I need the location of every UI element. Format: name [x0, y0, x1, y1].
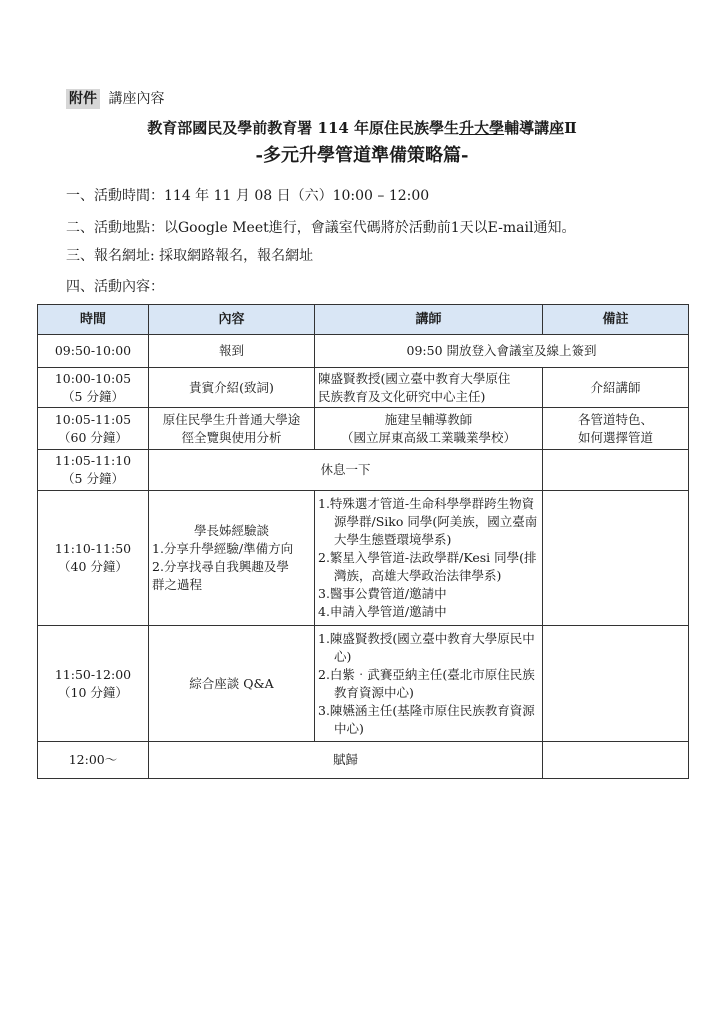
duration: （10 分鐘） [58, 684, 128, 700]
time-range: 11:05-11:10 [54, 453, 132, 468]
row-lecturer [315, 626, 543, 742]
time-range: 11:50-12:00 [54, 666, 132, 682]
title-underlined: 升大學 [459, 119, 505, 137]
row-note [543, 408, 689, 450]
header-lecturer: 講師 [315, 305, 543, 335]
header-time: 時間 [38, 305, 149, 335]
attachment-tag: 附件 [66, 89, 100, 109]
content-line: 群之過程 [152, 577, 203, 592]
lecturer-list [318, 495, 539, 621]
time-range: 10:05-11:05 [54, 411, 132, 427]
row-lecturer [315, 368, 543, 408]
content-line: 1.分享升學經驗/準備方向 [152, 541, 294, 556]
document-title [0, 117, 724, 139]
lecturer-list [318, 630, 539, 738]
row-content: 貴賓介紹(致詞) [149, 368, 315, 408]
info-register: 三、報名網址: 採取網路報名，報名網址 [66, 248, 314, 264]
table-row [38, 335, 689, 368]
table-row [38, 408, 689, 450]
header-content: 內容 [149, 305, 315, 335]
row-time [38, 491, 149, 626]
time-range: 11:10-11:50 [54, 541, 132, 556]
row-time: 09:50-10:00 [38, 335, 149, 368]
row-merged: 休息一下 [149, 450, 543, 491]
info-time: 一、活動時間：114 年 11 月 08 日（六）10:00 – 12:00 [66, 188, 430, 204]
time-range: 10:00-10:05 [54, 370, 132, 386]
row-note [543, 742, 689, 779]
row-note [543, 450, 689, 491]
row-time [38, 368, 149, 408]
row-time [38, 450, 149, 491]
table-row [38, 368, 689, 408]
content-line: 原住民學生升普通大學途 [162, 411, 301, 427]
info-place: 二、活動地點：以Google Meet進行，會議室代碼將於活動前1天以E-mail通知。 [66, 220, 576, 236]
row-note: 介紹講師 [543, 368, 689, 408]
title-part1: 教育部國民及學前教育署 114 年原住民族學生 [147, 119, 460, 137]
list-item: 1.陳盛賢教授(國立臺中教育大學原民中心) [318, 630, 535, 664]
table-row [38, 450, 689, 491]
title-part2: 輔導講座Ⅱ [504, 119, 577, 137]
list-item: 3.醫事公費管道/邀請中 [318, 586, 447, 601]
note-line: 如何選擇管道 [577, 429, 653, 445]
info-content: 四、活動內容： [66, 279, 164, 295]
table-row [38, 626, 689, 742]
content-line: 2.分享找尋自我興趣及學 [152, 559, 289, 574]
table-row [38, 742, 689, 779]
lecturer-line: 民族教育及文化研究中心主任) [318, 388, 486, 404]
row-content: 報到 [149, 335, 315, 368]
row-lecturer [315, 491, 543, 626]
row-lecturer [315, 408, 543, 450]
list-item: 2.繁星入學管道-法政學群/Kesi 同學(排灣族，高雄大學政治法律學系) [318, 550, 537, 583]
row-content [149, 491, 315, 626]
lecturer-line: 陳盛賢教授(國立臺中教育大學原住 [318, 370, 511, 386]
row-time [38, 626, 149, 742]
attachment-line [66, 89, 164, 109]
list-item: 3.陳嬿涵主任(基隆市原住民族教育資源中心) [318, 702, 535, 736]
document-subtitle: -多元升學管道準備策略篇- [255, 145, 469, 166]
row-time: 12:00～ [38, 742, 149, 779]
duration: （60 分鐘） [58, 429, 128, 445]
table-header-row [38, 305, 689, 335]
list-item: 2.白紫‧武賽亞納主任(臺北市原住民族教育資源中心) [318, 666, 535, 700]
note-line: 各管道特色、 [577, 411, 653, 427]
lecturer-line: 施建呈輔導教師 [384, 411, 473, 427]
table-row [38, 491, 689, 626]
list-item: 4.申請入學管道/邀請中 [318, 604, 447, 619]
row-time [38, 408, 149, 450]
list-item: 1.特殊選才管道-生命科學學群跨生物資源學群/Siko 同學(阿美族，國立臺南大學生態暨環境學系) [318, 496, 538, 547]
content-title: 學長姊經驗談 [193, 523, 269, 538]
attachment-text: 講座內容 [108, 91, 165, 107]
row-content: 綜合座談 Q&A [149, 626, 315, 742]
lecturer-line: （國立屏東高級工業職業學校） [340, 429, 516, 445]
row-merged: 09:50 開放登入會議室及線上簽到 [315, 335, 689, 368]
duration: （5 分鐘） [62, 388, 124, 404]
content-line: 徑全覽與使用分析 [181, 429, 282, 445]
header-note: 備註 [543, 305, 689, 335]
schedule-table [37, 304, 689, 779]
row-note [543, 626, 689, 742]
row-note [543, 491, 689, 626]
row-content [149, 408, 315, 450]
duration: （40 分鐘） [58, 559, 128, 574]
row-merged: 賦歸 [149, 742, 543, 779]
duration: （5 分鐘） [62, 471, 124, 486]
